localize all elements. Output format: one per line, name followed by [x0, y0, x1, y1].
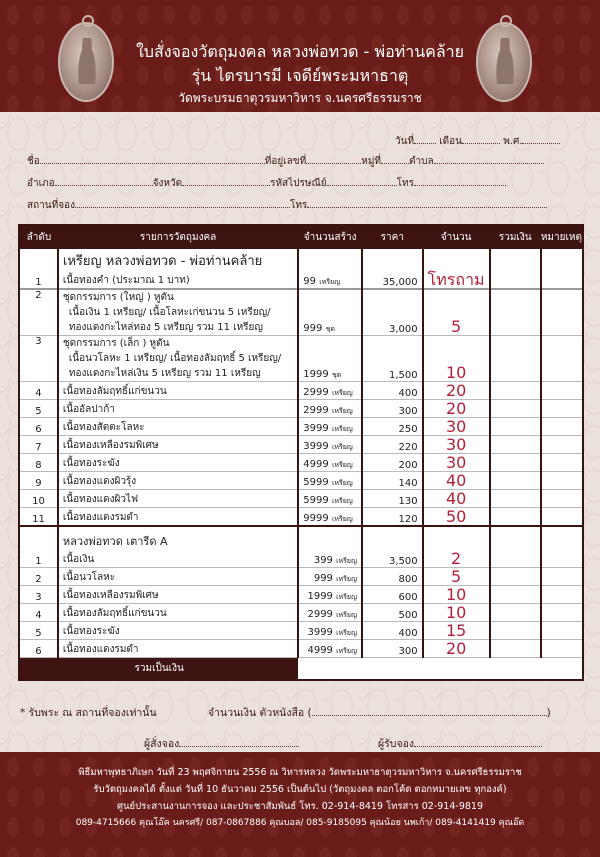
qty-value: 4999 [303, 459, 329, 470]
row-total-field[interactable] [490, 400, 541, 418]
table-row [19, 622, 583, 640]
amount-words-close: ) [546, 707, 551, 719]
qty-unit: เหรียญ [331, 479, 353, 487]
section-title-row [19, 526, 583, 550]
row-note-field[interactable] [541, 604, 583, 622]
row-number: 5 [19, 400, 58, 418]
qty-unit: เหรียญ [319, 278, 341, 286]
item-name: เนื้อนวโลหะ [58, 568, 298, 586]
item-name [58, 289, 298, 336]
qty-unit: เหรียญ [331, 443, 353, 451]
produced-qty [298, 400, 362, 418]
row-total-field[interactable] [490, 289, 541, 336]
table-row [19, 454, 583, 472]
date-row [395, 134, 560, 149]
qty-unit: เหรียญ [336, 593, 357, 601]
qty-unit: เหรียญ [336, 557, 357, 565]
receiver-row [378, 735, 542, 752]
item-line: เนื้อทองคำ (ประมาณ 1 บาท) [62, 275, 190, 286]
row-total-field[interactable] [490, 382, 541, 400]
order-amount[interactable]: 20 [423, 382, 490, 400]
price: 35,000 [362, 271, 423, 289]
postcode-label: รหัสไปรษณีย์ [270, 178, 327, 189]
qty-unit: ชุด [331, 371, 342, 379]
row-total-field[interactable] [490, 604, 541, 622]
header-total: รวมเงิน [490, 225, 541, 249]
row-note-field[interactable] [541, 472, 583, 490]
qty-value: 5999 [303, 477, 329, 488]
table-row [19, 490, 583, 508]
order-amount[interactable]: 10 [423, 586, 490, 604]
name-label: ชื่อ [27, 156, 40, 167]
row-note-field[interactable] [541, 271, 583, 289]
name-field[interactable] [40, 154, 265, 164]
place-label: สถานที่จอง [27, 200, 75, 211]
qty-value: 1999 [307, 591, 333, 602]
amulet-medallion-left [58, 22, 114, 102]
tambon-label: ตำบล [409, 156, 434, 167]
table-row [19, 289, 583, 336]
row-number: 11 [19, 508, 58, 526]
order-amount[interactable]: 20 [423, 400, 490, 418]
qty-unit: เหรียญ [331, 497, 353, 505]
qty-unit: เหรียญ [336, 647, 357, 655]
edition-title: รุ่น ไตรบารมี เจดีย์พระมหาธาตุ [191, 66, 409, 85]
amphoe-label: อำเภอ [27, 178, 55, 189]
qty-value: 999 [313, 573, 333, 584]
produced-qty [298, 586, 362, 604]
table-row [19, 586, 583, 604]
tel-label: โทร [396, 178, 414, 189]
table-row [19, 271, 583, 289]
section-title: เหรียญ หลวงพ่อทวด - พ่อท่านคล้าย [58, 249, 298, 271]
price: 3,000 [362, 289, 423, 336]
item-name: เนื้อเงิน [58, 550, 298, 568]
amount-words-field[interactable] [312, 706, 547, 716]
place-row [27, 198, 547, 213]
row-note-field[interactable] [541, 289, 583, 336]
row-number: 4 [19, 382, 58, 400]
province-label: จังหวัด [152, 178, 183, 189]
qty-value: 2999 [303, 387, 329, 398]
row-total-field[interactable] [490, 472, 541, 490]
qty-value: 399 [313, 555, 333, 566]
row-note-field[interactable] [541, 400, 583, 418]
qty-unit: เหรียญ [331, 461, 353, 469]
produced-qty [298, 472, 362, 490]
table-row [19, 550, 583, 568]
order-amount[interactable]: 20 [423, 640, 490, 658]
item-line: เนื้อทองแดงผิวรุ้ง [62, 476, 137, 487]
qty-value: 5999 [303, 495, 329, 506]
item-line: เนื้อทองแดงรมดำ [62, 511, 139, 523]
qty-unit: ชุด [325, 325, 335, 333]
year-label: พ.ศ. [503, 136, 523, 147]
moo-field[interactable] [381, 154, 409, 164]
order-amount[interactable]: 30 [423, 454, 490, 472]
qty-value: 2999 [307, 609, 333, 620]
order-amount[interactable]: โทรถาม [423, 271, 490, 289]
price: 400 [362, 622, 423, 640]
day-field[interactable] [414, 134, 436, 144]
qty-value: 1999 [303, 369, 329, 380]
row-total-field[interactable] [490, 490, 541, 508]
price: 400 [362, 382, 423, 400]
item-name [58, 490, 298, 508]
order-amount[interactable]: 15 [423, 622, 490, 640]
qty-value: 2999 [303, 405, 329, 416]
price: 3,500 [362, 550, 423, 568]
row-total-field[interactable] [490, 508, 541, 526]
row-note-field[interactable] [541, 622, 583, 640]
order-amount[interactable]: 30 [423, 418, 490, 436]
row-number: 5 [19, 622, 58, 640]
row-number: 1 [19, 550, 58, 568]
qty-value: 3999 [303, 441, 329, 452]
item-name: เนื้อทองเหลืองรมพิเศษ [58, 586, 298, 604]
qty-unit: เหรียญ [336, 575, 357, 583]
produced-qty [298, 604, 362, 622]
sum-value-field[interactable] [298, 658, 583, 680]
qty-value: 99 [303, 276, 317, 287]
produced-qty [298, 568, 362, 586]
table-row [19, 418, 583, 436]
price: 200 [362, 454, 423, 472]
item-name [58, 271, 298, 289]
row-note-field[interactable] [541, 640, 583, 658]
month-field[interactable] [462, 134, 500, 144]
produced-qty [298, 382, 362, 400]
contact-center: ศูนย์ประสานงานการจอง และประชาสัมพันธ์ โทร. 02-914-8419 โทรสาร 02-914-9819 [117, 801, 483, 812]
produced-qty [298, 550, 362, 568]
item-name: เนื้อทองแดงรมดำ [58, 640, 298, 658]
header-price: ราคา [362, 225, 423, 249]
order-amount[interactable]: 40 [423, 472, 490, 490]
amphoe-field[interactable] [55, 176, 153, 186]
qty-value: 3999 [303, 423, 329, 434]
row-total-field[interactable] [490, 586, 541, 604]
receiver-label: ผู้รับจอง [378, 738, 415, 750]
year-field[interactable] [522, 134, 560, 144]
header-item: รายการวัตถุมงคล [58, 225, 298, 249]
produced-qty [298, 622, 362, 640]
qty-value: 999 [303, 323, 323, 334]
row-number: 6 [19, 640, 58, 658]
address-label: ที่อยู่เลขที่ [264, 156, 307, 167]
item-name [58, 336, 298, 382]
place-tel-label: โทร [289, 200, 308, 211]
table-row [19, 640, 583, 658]
section-title-row [19, 249, 583, 271]
row-note-field[interactable] [541, 382, 583, 400]
section-title: หลวงพ่อทวด เตารีด A [58, 526, 298, 550]
row-number: 6 [19, 418, 58, 436]
item-name [58, 436, 298, 454]
item-name [58, 508, 298, 526]
table-row [19, 508, 583, 526]
temple-name: วัดพระบรมธาตุวรมหาวิหาร จ.นครศรีธรรมราช [178, 91, 422, 105]
order-amount[interactable]: 40 [423, 490, 490, 508]
price: 140 [362, 472, 423, 490]
order-amount[interactable]: 2 [423, 550, 490, 568]
item-line: เนื้อทองเหลืองรมพิเศษ [62, 440, 159, 451]
order-amount[interactable]: 5 [423, 568, 490, 586]
row-total-field[interactable] [490, 418, 541, 436]
table-row [19, 436, 583, 454]
receiver-field[interactable] [414, 737, 542, 747]
order-amount[interactable]: 5 [423, 289, 490, 336]
row-note-field[interactable] [541, 550, 583, 568]
row-total-field[interactable] [490, 436, 541, 454]
item-line: เนื้อทองระฆัง [62, 458, 120, 469]
item-name [58, 418, 298, 436]
row-total-field[interactable] [490, 454, 541, 472]
header-note: หมายเหตุ [541, 225, 583, 249]
place-field[interactable] [75, 198, 290, 208]
month-label: เดือน [439, 136, 462, 147]
price: 300 [362, 400, 423, 418]
qty-unit: เหรียญ [331, 514, 353, 523]
item-line: เนื้อทองแดงผิวไฟ [62, 494, 139, 505]
row-total-field[interactable] [490, 622, 541, 640]
qty-unit: เหรียญ [331, 425, 353, 433]
item-name: เนื้อทองระฆัง [58, 622, 298, 640]
order-amount[interactable]: 10 [423, 604, 490, 622]
row-note-field[interactable] [541, 454, 583, 472]
item-line: ทองแดงกะไหล่ทอง 5 เหรียญ รวม 11 เหรียญ [68, 322, 263, 333]
moo-label: หมู่ที่ [361, 156, 382, 167]
price: 250 [362, 418, 423, 436]
produced-qty [298, 271, 362, 289]
footer-banner [0, 752, 600, 857]
price: 220 [362, 436, 423, 454]
row-number: 7 [19, 436, 58, 454]
item-line: ทองแดงกะไหล่เงิน 5 เหรียญ รวม 11 เหรียญ [68, 368, 261, 379]
header-amount: จำนวน [423, 225, 490, 249]
row-note-field[interactable] [541, 436, 583, 454]
row-number: 3 [19, 586, 58, 604]
item-line: เนื้อทองสัตตะโลหะ [62, 422, 145, 433]
address-field[interactable] [306, 154, 361, 164]
item-name [58, 400, 298, 418]
produced-qty [298, 436, 362, 454]
price: 600 [362, 586, 423, 604]
table-row [19, 400, 583, 418]
table-row [19, 382, 583, 400]
amount-words-label: จำนวนเงิน ตัวหนังสือ ( [208, 707, 312, 719]
row-total-field[interactable] [490, 550, 541, 568]
postcode-field[interactable] [327, 176, 397, 186]
price: 800 [362, 568, 423, 586]
order-table [18, 224, 584, 681]
row-number: 10 [19, 490, 58, 508]
qty-unit: เหรียญ [336, 629, 357, 637]
produced-qty [298, 508, 362, 526]
item-name [58, 472, 298, 490]
header-produced: จำนวนสร้าง [298, 225, 362, 249]
row-note-field[interactable] [541, 508, 583, 526]
price: 300 [362, 640, 423, 658]
tambon-field[interactable] [434, 154, 544, 164]
header-no: ลำดับ [19, 225, 58, 249]
orderer-row [144, 735, 299, 752]
tel-field[interactable] [414, 176, 506, 186]
row-number: 8 [19, 454, 58, 472]
qty-unit: เหรียญ [331, 407, 353, 415]
produced-qty [298, 640, 362, 658]
row-note-field[interactable] [541, 586, 583, 604]
produced-qty [298, 289, 362, 336]
district-row [27, 176, 506, 191]
contact-phones: 089-4715666 คุณโอ๊ค นครศรี/ 087-0867886 คุณบอล/ 085-9185095 คุณน้อย นพเก้า/ 089-4141419 คุณอ๊ด [75, 818, 525, 828]
row-total-field[interactable] [490, 336, 541, 382]
item-line: เนื้อทองลัมฤทธิ์แก่ขนวน [62, 386, 167, 397]
row-total-field[interactable] [490, 568, 541, 586]
amount-words-row [208, 704, 551, 721]
table-row [19, 604, 583, 622]
price: 500 [362, 604, 423, 622]
row-number: 3 [19, 336, 58, 382]
row-total-field[interactable] [490, 640, 541, 658]
item-line: ชุดกรรมการ (เล็ก ) หูตัน [62, 338, 170, 349]
qty-value: 3999 [307, 627, 333, 638]
sum-row [19, 658, 583, 680]
item-line: เนื้ออัลปาก้า [62, 404, 115, 415]
orderer-field[interactable] [179, 737, 299, 747]
pickup-info: รับวัตถุมงคลได้ ตั้งแต่ วันที่ 10 ธันวาคม 2556 เป็นต้นไป (วัตถุมงคล ตอกโค้ด ตอกหมายเลข ทุกองค์) [93, 784, 507, 795]
orderer-label: ผู้สั่งจอง [144, 738, 180, 750]
table-row [19, 336, 583, 382]
row-note-field[interactable] [541, 490, 583, 508]
row-number: 2 [19, 289, 58, 336]
province-field[interactable] [182, 176, 270, 186]
item-name: เนื้อทองลัมฤทธิ์แก่ขนวน [58, 604, 298, 622]
row-note-field[interactable] [541, 418, 583, 436]
table-header-row [19, 225, 583, 249]
qty-unit: เหรียญ [336, 611, 357, 619]
item-line: ชุดกรรมการ (ใหญ่ ) หูตัน [62, 292, 174, 303]
place-tel-field[interactable] [307, 198, 547, 208]
order-amount[interactable]: 50 [423, 508, 490, 526]
ceremony-info: พิธีมหาพุทธาภิเษก วันที่ 23 พฤศจิกายน 2556 ณ วิหารหลวง วัดพระมหาธาตุวรมหาวิหาร จ.นครศรีธรรมราช [78, 767, 522, 778]
produced-qty [298, 454, 362, 472]
order-amount[interactable]: 30 [423, 436, 490, 454]
table-row [19, 472, 583, 490]
row-number: 9 [19, 472, 58, 490]
price: 1,500 [362, 336, 423, 382]
produced-qty [298, 336, 362, 382]
row-note-field[interactable] [541, 568, 583, 586]
pickup-note: * รับพระ ณ สถานที่จองเท่านั้น [20, 707, 157, 719]
qty-value: 9999 [303, 512, 329, 524]
produced-qty [298, 490, 362, 508]
item-line: เนื้อนวโลหะ 1 เหรียญ/ เนื้อทองลัมฤทธิ์ 5 เหรียญ/ [68, 353, 282, 364]
produced-qty [298, 418, 362, 436]
price: 120 [362, 508, 423, 526]
item-name [58, 454, 298, 472]
row-note-field[interactable] [541, 336, 583, 382]
price: 130 [362, 490, 423, 508]
row-number: 2 [19, 568, 58, 586]
row-number: 1 [19, 271, 58, 289]
row-number: 4 [19, 604, 58, 622]
item-name [58, 382, 298, 400]
order-amount[interactable]: 10 [423, 336, 490, 382]
row-total-field[interactable] [490, 271, 541, 289]
table-row [19, 568, 583, 586]
day-label: วันที่ [395, 136, 415, 147]
header-banner [0, 0, 600, 112]
qty-unit: เหรียญ [331, 389, 353, 397]
item-line: เนื้อเงิน 1 เหรียญ/ เนื้อโลหะเก่ขนวน 5 เหรียญ/ [68, 307, 271, 318]
sum-label: รวมเป็นเงิน [19, 658, 298, 680]
form-title: ใบสั่งจองวัตถุมงคล หลวงพ่อทวด - พ่อท่านคล้าย [135, 42, 465, 61]
name-row [27, 154, 544, 169]
qty-value: 4999 [307, 645, 333, 656]
